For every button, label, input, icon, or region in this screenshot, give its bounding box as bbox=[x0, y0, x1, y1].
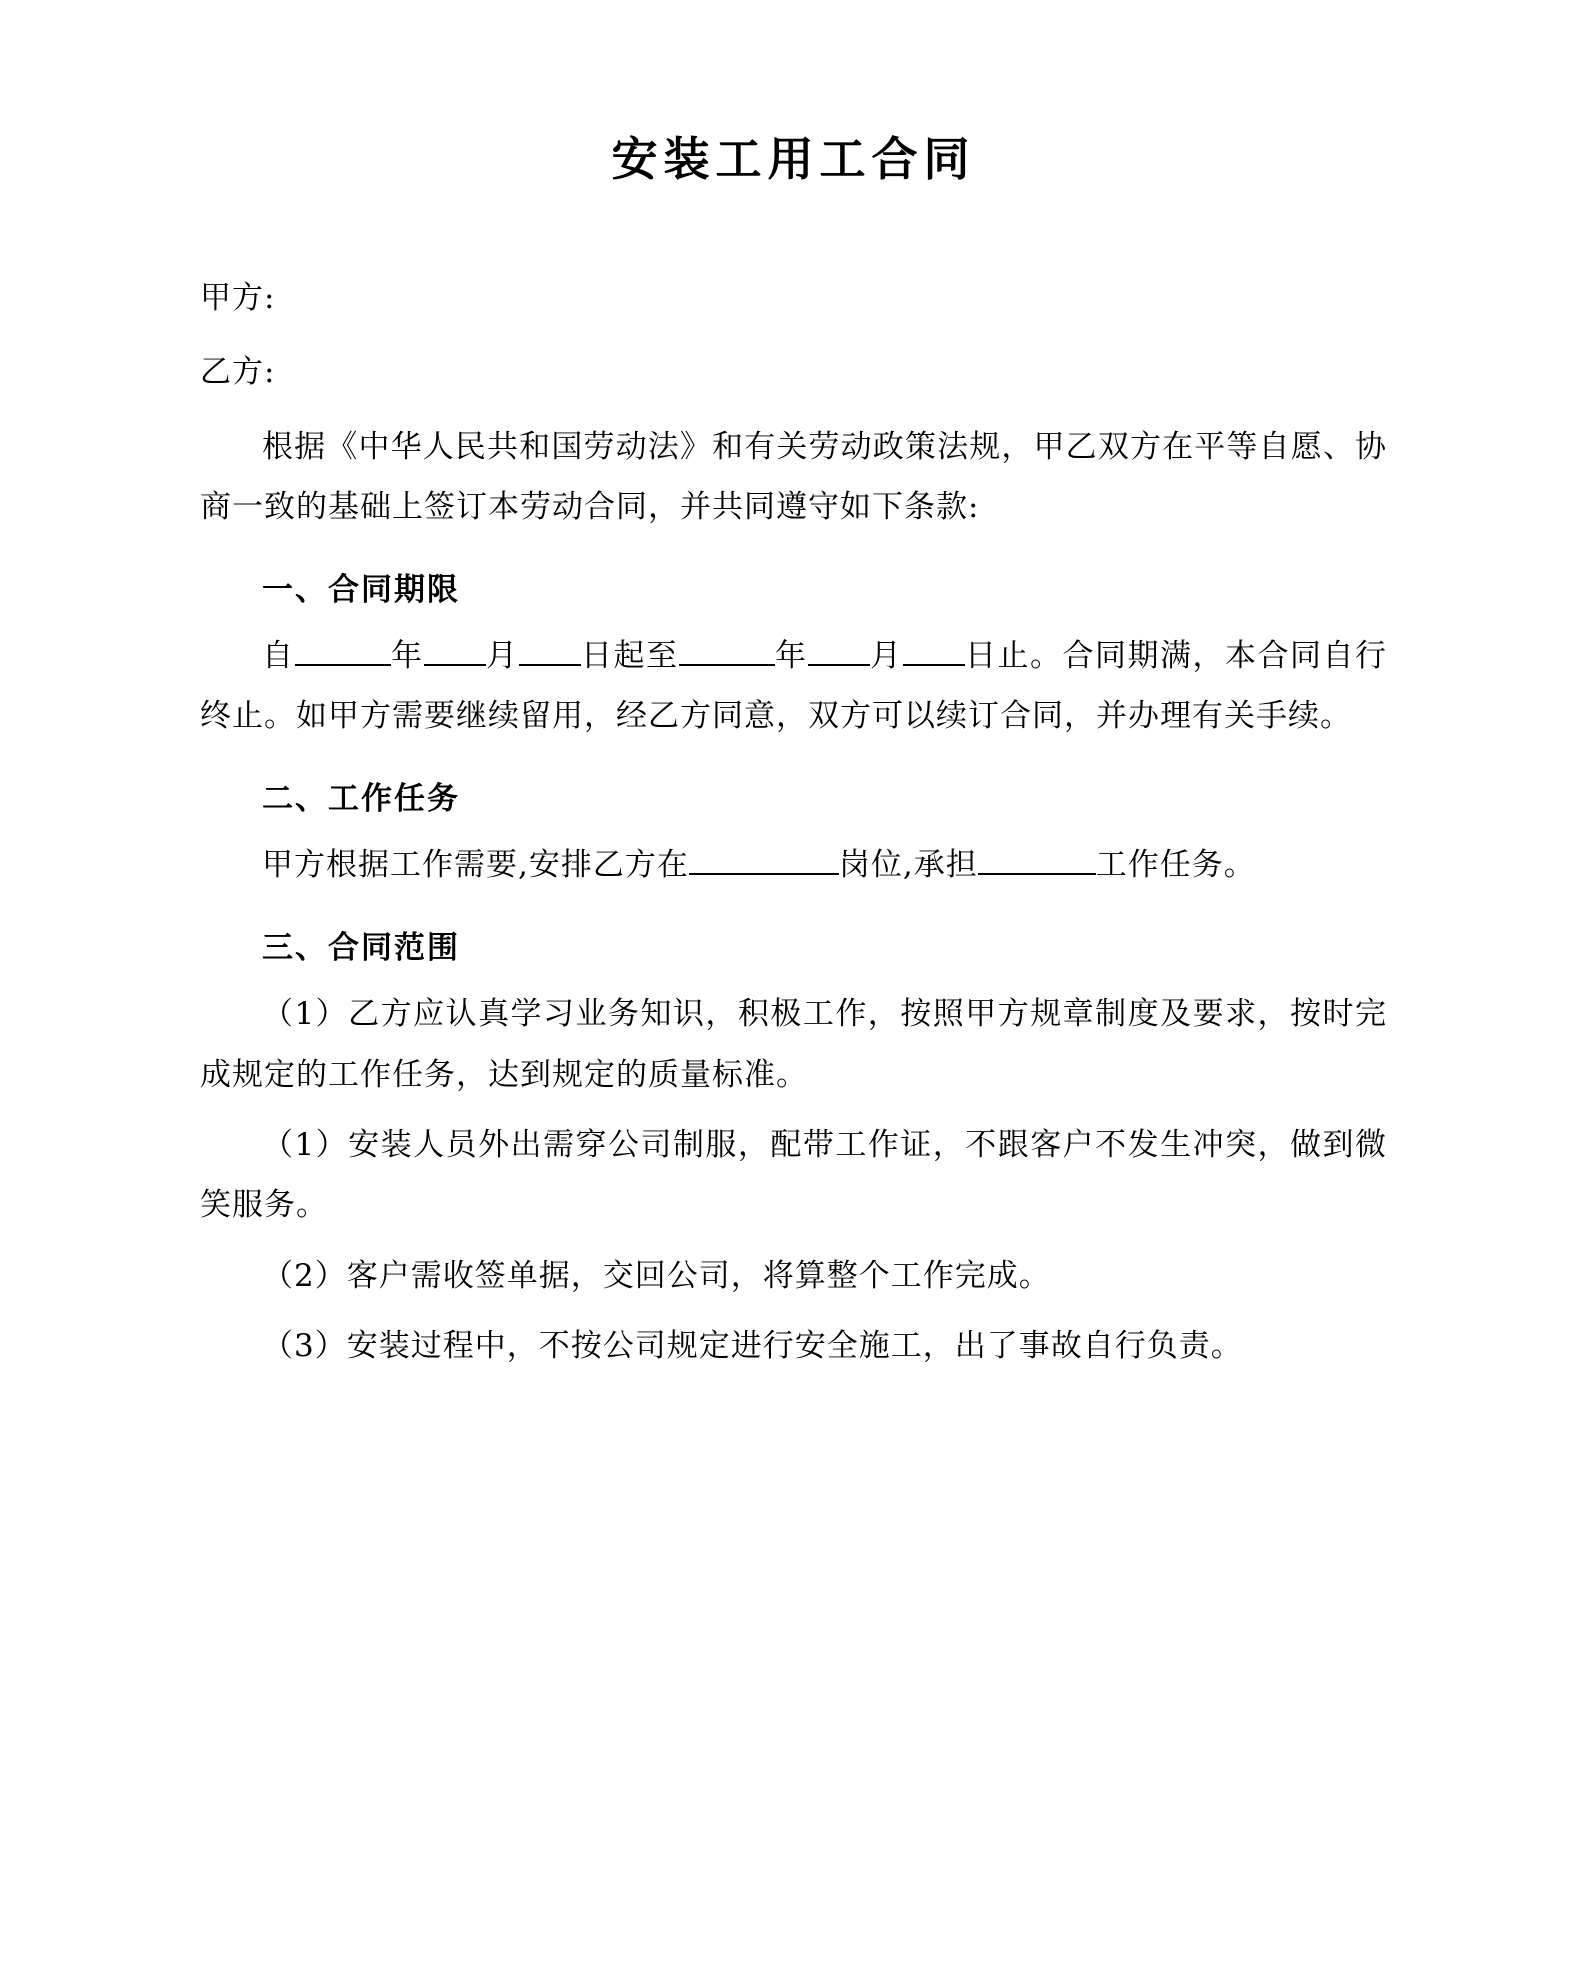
text-run: 月 bbox=[869, 637, 903, 674]
text-run: 工作任务。 bbox=[1095, 847, 1256, 884]
text-run: 岗位,承担 bbox=[838, 847, 978, 884]
fill-blank-month-start bbox=[424, 664, 486, 666]
section-heading-3: 三、合同范围 bbox=[262, 929, 460, 966]
text-run: 月 bbox=[485, 637, 519, 674]
preamble-paragraph: 根据《中华人民共和国劳动法》和有关劳动政策法规，甲乙双方在平等自愿、协商一致的基础上签订本劳动合同，并共同遵守如下条款: bbox=[200, 428, 1387, 526]
fill-blank-year-end bbox=[679, 664, 775, 666]
party-b-line: 乙方: bbox=[200, 354, 276, 391]
section-3-paragraph-2: （1）安装人员外出需穿公司制服，配带工作证，不跟客户不发生冲突，做到微笑服务。 bbox=[200, 1127, 1387, 1224]
section-2-paragraph-1 bbox=[200, 835, 1387, 895]
text-run: 甲方根据工作需要,安排乙方在 bbox=[262, 847, 689, 884]
text-run: 年 bbox=[390, 637, 424, 674]
fill-blank-month-end bbox=[808, 664, 870, 666]
section-3-paragraph-4: （3）安装过程中，不按公司规定进行安全施工，出了事故自行负责。 bbox=[262, 1328, 1243, 1365]
fill-blank-position bbox=[689, 873, 839, 875]
text-run: 自 bbox=[262, 637, 295, 674]
section-1-paragraph-1 bbox=[200, 626, 1387, 747]
fill-blank-year-start bbox=[295, 664, 391, 666]
section-3-paragraph-1: （1）乙方应认真学习业务知识，积极工作，按照甲方规章制度及要求，按时完成规定的工作任务，达到规定的质量标准。 bbox=[200, 996, 1387, 1093]
fill-blank-day-start bbox=[519, 664, 581, 666]
section-heading-2: 二、工作任务 bbox=[262, 780, 460, 817]
fill-blank-day-end bbox=[903, 664, 965, 666]
text-run: 日起至 bbox=[580, 637, 679, 674]
party-a-line: 甲方: bbox=[200, 279, 276, 316]
section-3-paragraph-3: （2）客户需收签单据，交回公司，将算整个工作完成。 bbox=[262, 1257, 1051, 1294]
text-run: 年 bbox=[774, 637, 808, 674]
text-run: 日止。合同期满，本合同自行终止。如甲方需要继续留用，经乙方同意，双方可以续订合同，并办理有关手续。 bbox=[200, 637, 1387, 735]
fill-blank-duty bbox=[978, 873, 1096, 875]
page-title: 安装工用工合同 bbox=[611, 132, 976, 186]
section-heading-1: 一、合同期限 bbox=[262, 571, 460, 608]
